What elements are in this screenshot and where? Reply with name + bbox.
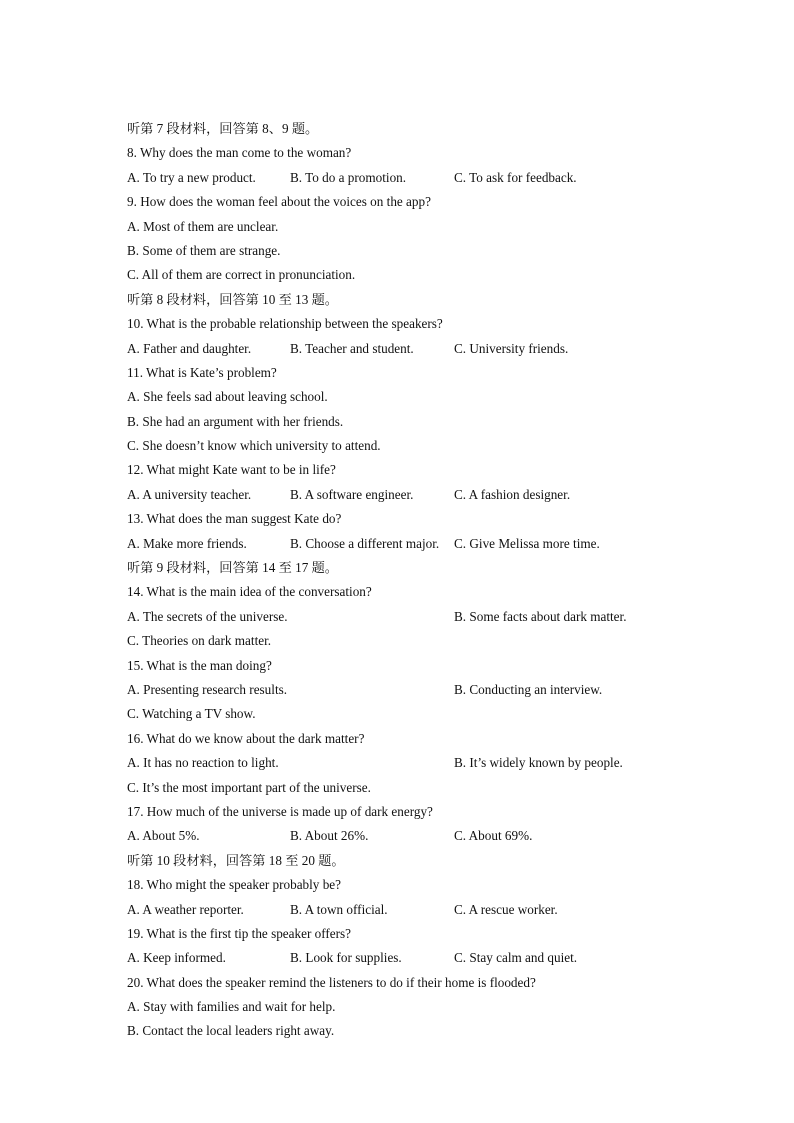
question-label: 15. What is the man doing? xyxy=(127,657,272,673)
answer-option: B. It’s widely known by people. xyxy=(454,755,623,771)
option-row xyxy=(127,434,687,458)
answer-option: A. Make more friends. xyxy=(127,535,247,551)
answer-option: C. A rescue worker. xyxy=(454,901,558,917)
answer-option: A. Father and daughter. xyxy=(127,340,252,356)
option-row xyxy=(127,605,687,629)
answer-option: B. To do a promotion. xyxy=(290,169,407,185)
answer-option: B. Contact the local leaders right away. xyxy=(127,1023,335,1039)
option-row xyxy=(127,337,687,361)
answer-option: B. She had an argument with her friends. xyxy=(127,413,344,429)
question-text xyxy=(127,141,687,165)
answer-option: B. A town official. xyxy=(290,901,388,917)
option-row xyxy=(127,410,687,434)
listening-questions-body xyxy=(127,117,687,1044)
option-row xyxy=(127,995,687,1019)
answer-option: A. The secrets of the universe. xyxy=(127,608,288,624)
answer-option: A. It has no reaction to light. xyxy=(127,755,279,771)
answer-option: A. Stay with families and wait for help. xyxy=(127,999,336,1015)
answer-option: C. A fashion designer. xyxy=(454,486,571,502)
section-heading xyxy=(127,556,687,580)
question-label: 10. What is the probable relationship between the speakers? xyxy=(127,316,443,332)
question-text xyxy=(127,800,687,824)
option-row xyxy=(127,215,687,239)
option-row xyxy=(127,532,687,556)
section-heading xyxy=(127,849,687,873)
question-label: 8. Why does the man come to the woman? xyxy=(127,145,352,161)
question-label: 16. What do we know about the dark matter? xyxy=(127,730,365,746)
answer-option: A. A university teacher. xyxy=(127,486,252,502)
section-heading xyxy=(127,117,687,141)
question-text xyxy=(127,654,687,678)
question-label: 13. What does the man suggest Kate do? xyxy=(127,511,342,527)
option-row xyxy=(127,239,687,263)
option-row xyxy=(127,385,687,409)
answer-option: C. Theories on dark matter. xyxy=(127,633,272,649)
answer-option: C. Give Melissa more time. xyxy=(454,535,600,551)
answer-option: B. Some facts about dark matter. xyxy=(454,608,627,624)
answer-option: A. Presenting research results. xyxy=(127,681,288,697)
option-row xyxy=(127,751,687,775)
option-row xyxy=(127,702,687,726)
question-label: 19. What is the first tip the speaker offers? xyxy=(127,925,352,941)
answer-option: A. Keep informed. xyxy=(127,950,226,966)
answer-option: C. To ask for feedback. xyxy=(454,169,577,185)
question-label: 11. What is Kate’s problem? xyxy=(127,364,277,380)
question-label: 14. What is the main idea of the conversation? xyxy=(127,584,372,600)
answer-option: A. About 5%. xyxy=(127,828,200,844)
section-heading-text: 听第 7 段材料，回答第 8、9 题。 xyxy=(127,121,319,136)
question-text xyxy=(127,922,687,946)
section-heading xyxy=(127,288,687,312)
answer-option: B. A software engineer. xyxy=(290,486,414,502)
answer-option: B. Look for supplies. xyxy=(290,950,402,966)
answer-option: B. About 26%. xyxy=(290,828,369,844)
option-row xyxy=(127,776,687,800)
answer-option: B. Choose a different major. xyxy=(290,535,440,551)
option-row xyxy=(127,483,687,507)
question-text xyxy=(127,361,687,385)
answer-option: C. About 69%. xyxy=(454,828,533,844)
option-row xyxy=(127,629,687,653)
question-label: 12. What might Kate want to be in life? xyxy=(127,462,336,478)
answer-option: A. She feels sad about leaving school. xyxy=(127,389,328,405)
question-text xyxy=(127,971,687,995)
answer-option: C. All of them are correct in pronunciation. xyxy=(127,267,356,283)
answer-option: A. A weather reporter. xyxy=(127,901,244,917)
option-row xyxy=(127,898,687,922)
question-label: 18. Who might the speaker probably be? xyxy=(127,877,341,893)
answer-option: C. Stay calm and quiet. xyxy=(454,950,578,966)
question-label: 17. How much of the universe is made up of dark energy? xyxy=(127,803,433,819)
answer-option: C. University friends. xyxy=(454,340,569,356)
section-heading-text: 听第 8 段材料，回答第 10 至 13 题。 xyxy=(127,291,338,307)
option-row xyxy=(127,824,687,848)
answer-option: A. Most of them are unclear. xyxy=(127,218,279,234)
question-label: 20. What does the speaker remind the listeners to do if their home is flooded? xyxy=(127,974,536,990)
option-row xyxy=(127,1019,687,1043)
question-text xyxy=(127,507,687,531)
section-heading-text: 听第 10 段材料，回答第 18 至 20 题。 xyxy=(127,852,345,868)
question-text xyxy=(127,190,687,214)
question-text xyxy=(127,458,687,482)
option-row xyxy=(127,263,687,287)
question-text xyxy=(127,727,687,751)
section-heading-text: 听第 9 段材料，回答第 14 至 17 题。 xyxy=(127,560,338,576)
question-text xyxy=(127,873,687,897)
question-text xyxy=(127,312,687,336)
answer-option: A. To try a new product. xyxy=(127,169,256,185)
option-row xyxy=(127,166,687,190)
question-label: 9. How does the woman feel about the voices on the app? xyxy=(127,194,431,210)
answer-option: B. Teacher and student. xyxy=(290,340,414,356)
answer-option: C. She doesn’t know which university to attend. xyxy=(127,438,381,454)
answer-option: C. It’s the most important part of the universe. xyxy=(127,779,371,795)
answer-option: C. Watching a TV show. xyxy=(127,706,256,722)
option-row xyxy=(127,678,687,702)
answer-option: B. Some of them are strange. xyxy=(127,242,281,258)
question-text xyxy=(127,580,687,604)
answer-option: B. Conducting an interview. xyxy=(454,681,603,697)
option-row xyxy=(127,946,687,970)
